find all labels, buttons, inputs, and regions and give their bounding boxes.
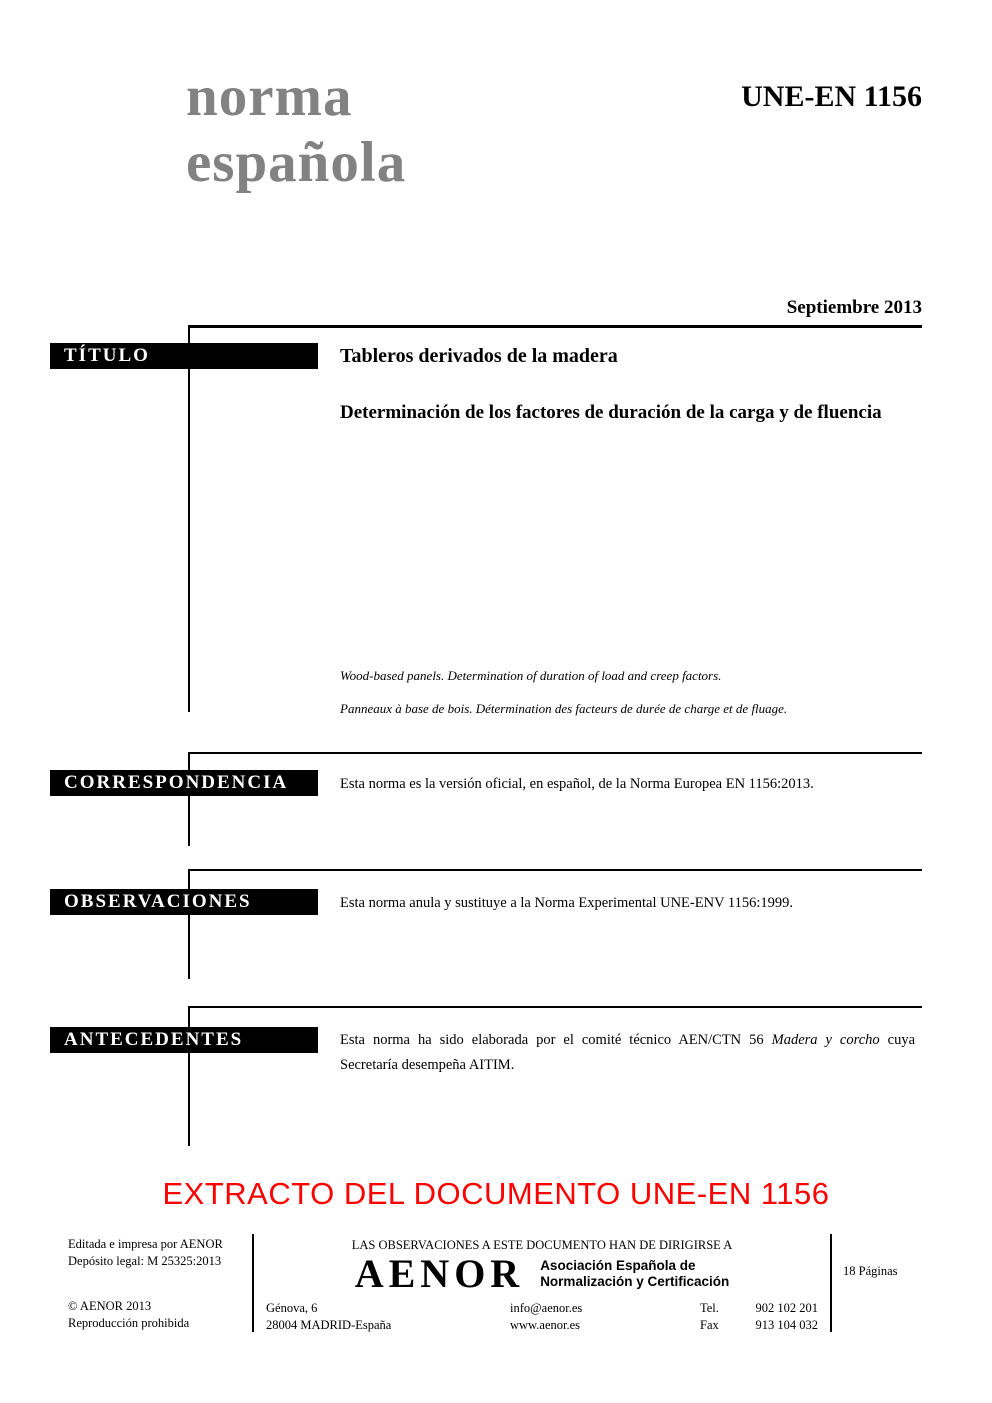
correspondencia-body: Esta norma es la versión oficial, en español, de la Norma Europea EN 1156:2013. bbox=[340, 776, 814, 792]
footer-copyright: © AENOR 2013 bbox=[68, 1299, 152, 1313]
antecedentes-bar bbox=[50, 1027, 318, 1053]
footer-copyright-block bbox=[68, 1298, 189, 1332]
footer-telfax-block bbox=[700, 1300, 818, 1334]
footer-address-line-2: 28004 MADRID-España bbox=[266, 1318, 392, 1332]
footer-observations-note: LAS OBSERVACIONES A ESTE DOCUMENTO HAN DE DIRIGIRSE A bbox=[351, 1238, 733, 1252]
logo-line-2: española bbox=[186, 131, 407, 194]
aenor-logo: AENOR bbox=[354, 1251, 525, 1296]
footer-legal-deposit: Depósito legal: M 25325:2013 bbox=[68, 1254, 222, 1268]
aenor-subtitle bbox=[540, 1258, 729, 1290]
observaciones-body: Esta norma anula y sustituye a la Norma Experimental UNE-ENV 1156:1999. bbox=[340, 895, 794, 911]
antecedentes-body bbox=[340, 1028, 915, 1078]
footer-fax-value: 913 104 032 bbox=[755, 1318, 818, 1332]
footer-reproduction: Reproducción prohibida bbox=[68, 1316, 190, 1330]
aenor-logo-block bbox=[254, 1251, 830, 1296]
antecedentes-body-suffix: cuya Secretaría desempeña AITIM. bbox=[340, 1032, 916, 1073]
title-main: Tableros derivados de la madera bbox=[340, 345, 618, 367]
antecedentes-top-rule bbox=[188, 1006, 922, 1008]
footer-page-count: 18 Páginas bbox=[843, 1264, 898, 1278]
footer-email: info@aenor.es bbox=[510, 1301, 583, 1315]
correspondencia-top-rule bbox=[188, 752, 922, 754]
antecedentes-body-prefix: Esta norma ha sido elaborada por el comité técnico AEN/CTN 56 bbox=[340, 1032, 772, 1048]
correspondencia-label: CORRESPONDENCIA bbox=[64, 772, 289, 793]
correspondencia-bar bbox=[50, 770, 318, 796]
footer-fax-label: Fax bbox=[700, 1318, 719, 1332]
footer-website: www.aenor.es bbox=[510, 1318, 581, 1332]
title-english: Wood-based panels. Determination of duration of load and creep factors. bbox=[340, 668, 722, 683]
aenor-subtitle-line-1: Asociación Española de bbox=[540, 1258, 696, 1273]
title-top-rule bbox=[188, 325, 922, 328]
footer-published-by: Editada e impresa por AENOR bbox=[68, 1237, 223, 1251]
footer-web-block bbox=[510, 1300, 582, 1334]
title-french: Panneaux à base de bois. Détermination des facteurs de durée de charge et de fluage. bbox=[340, 701, 788, 716]
extract-notice: EXTRACTO DEL DOCUMENTO UNE-EN 1156 bbox=[162, 1176, 830, 1211]
norma-espanola-logo bbox=[186, 64, 406, 196]
observaciones-top-rule bbox=[188, 869, 922, 871]
titulo-bar bbox=[50, 343, 318, 369]
title-vertical-rule bbox=[188, 325, 190, 712]
observaciones-vertical-rule bbox=[188, 869, 190, 979]
title-sub: Determinación de los factores de duración de la carga y de fluencia bbox=[340, 402, 882, 423]
standard-code: UNE-EN 1156 bbox=[741, 80, 922, 113]
footer-tel-label: Tel. bbox=[700, 1301, 719, 1315]
footer-divider-right bbox=[830, 1234, 832, 1332]
footer-tel-value: 902 102 201 bbox=[755, 1301, 818, 1315]
antecedentes-label: ANTECEDENTES bbox=[64, 1029, 244, 1050]
footer-address-block bbox=[266, 1300, 391, 1334]
aenor-subtitle-line-2: Normalización y Certificación bbox=[540, 1274, 730, 1289]
footer-tel-row bbox=[700, 1300, 818, 1317]
observaciones-bar bbox=[50, 889, 318, 915]
observaciones-label: OBSERVACIONES bbox=[64, 891, 252, 912]
publication-date: Septiembre 2013 bbox=[786, 297, 922, 318]
correspondencia-vertical-rule bbox=[188, 752, 190, 846]
logo-line-1: norma bbox=[186, 65, 353, 128]
antecedentes-committee-name: Madera y corcho bbox=[771, 1032, 880, 1048]
footer-publisher-block bbox=[68, 1236, 223, 1270]
footer-address-line-1: Génova, 6 bbox=[266, 1301, 318, 1315]
footer-fax-row bbox=[700, 1317, 818, 1334]
titulo-label: TÍTULO bbox=[64, 345, 150, 366]
